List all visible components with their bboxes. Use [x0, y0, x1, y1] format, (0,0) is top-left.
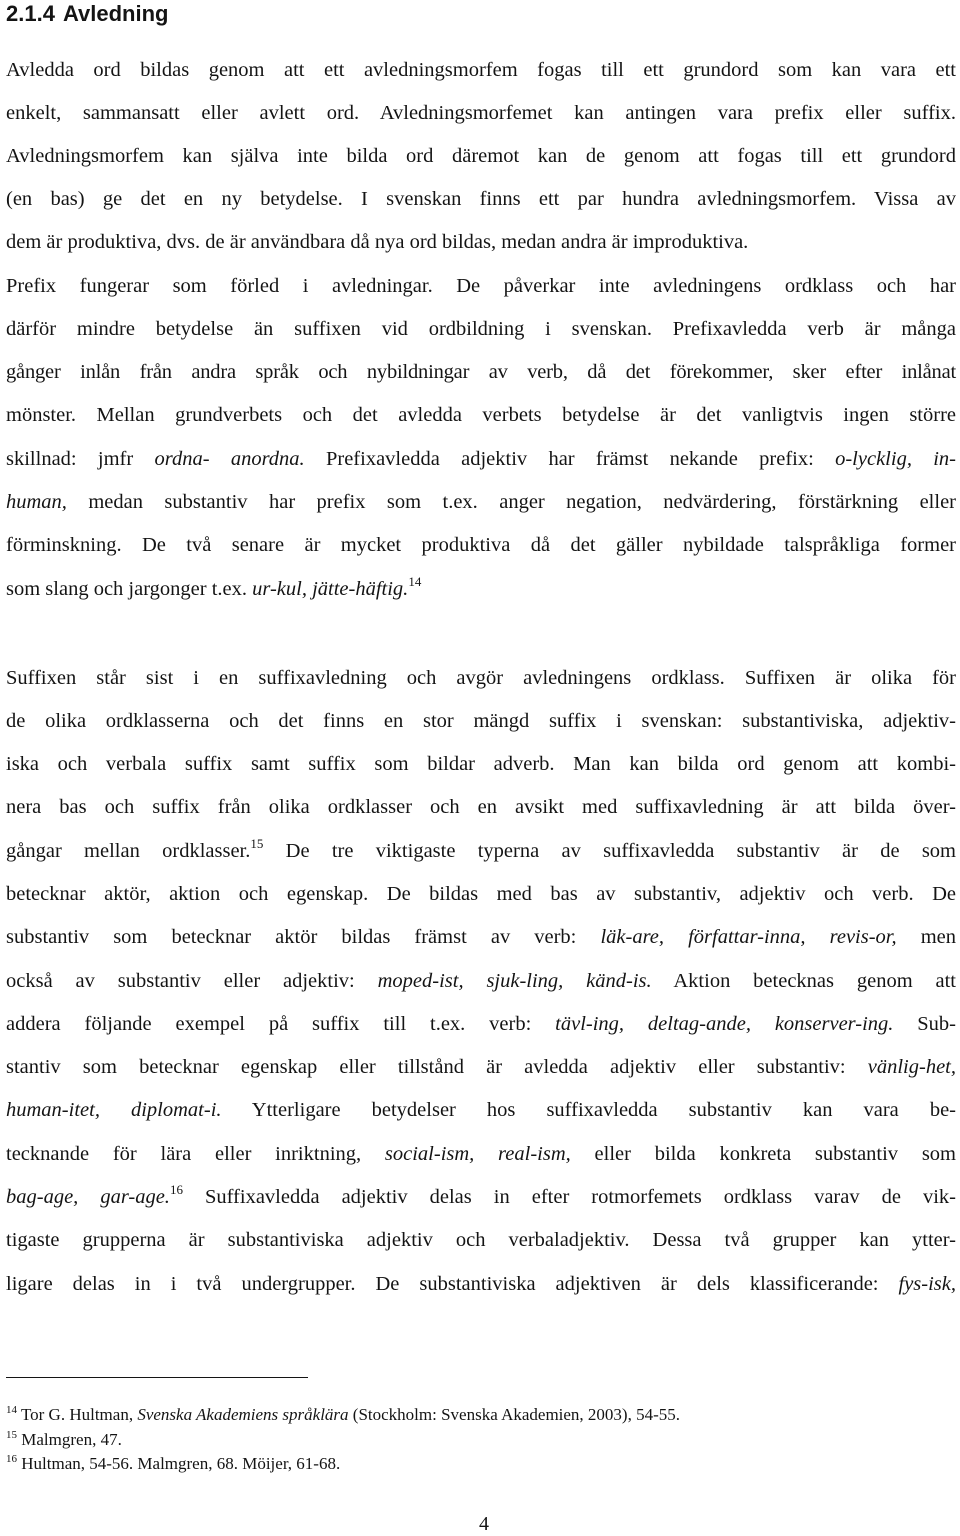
text-run: Malmgren, 47. — [21, 1430, 122, 1449]
text-run: De tre viktigaste typerna av suffixavledda substantiv är de som — [263, 840, 956, 862]
paragraph-line: Avledningsmorfem kan själva inte bilda ord däremot kan de genom att fogas till ett grundord — [6, 145, 956, 167]
paragraph-line — [6, 1011, 956, 1037]
footnote-number: 14 — [6, 1404, 17, 1416]
paragraph-line — [6, 968, 956, 994]
footnote-number: 16 — [6, 1453, 17, 1465]
footnote-14 — [6, 1404, 680, 1426]
paragraph-line: Prefix fungerar som förled i avledningar. De påverkar inte avledningens ordklass och har — [6, 275, 956, 297]
example-term: ordna- anordna. — [154, 448, 305, 470]
text-run: tecknande för lära eller inriktning, — [6, 1143, 385, 1165]
text-run: eller bilda konkreta substantiv som — [570, 1143, 956, 1165]
footnote-separator — [6, 1377, 308, 1378]
section-heading — [6, 0, 168, 28]
footnote-number: 15 — [6, 1429, 17, 1441]
example-term: human-itet, diplomat-i. — [6, 1099, 222, 1121]
paragraph-line — [6, 1271, 956, 1297]
paragraph-line: (en bas) ge det en ny betydelse. I svenskan finns ett par hundra avledningsmorfem. Vissa av — [6, 188, 956, 210]
text-run: Sub- — [893, 1013, 957, 1035]
example-term: vänlig-het, — [867, 1056, 956, 1078]
book-title: Svenska Akademiens språklära — [137, 1405, 349, 1424]
example-term: bag-age, gar-age. — [6, 1186, 170, 1208]
paragraph-line: betecknar aktör, aktion och egenskap. De bildas med bas av substantiv, adjektiv och verb. De — [6, 883, 956, 905]
paragraph-line — [6, 1054, 956, 1080]
section-title: Avledning — [62, 1, 169, 26]
text-run: gångar mellan ordklasser. — [6, 840, 251, 862]
text-run: skillnad: jmfr — [6, 448, 155, 470]
example-term: fys-isk, — [898, 1273, 956, 1295]
text-run: Aktion betecknas genom att — [651, 970, 956, 992]
example-term: läk-are, författar-inna, revis-or, — [600, 926, 897, 948]
text-run: också av substantiv eller adjektiv: — [6, 970, 378, 992]
text-run: Hultman, 54-56. Malmgren, 68. Möijer, 61-68. — [21, 1454, 341, 1473]
example-term: moped-ist, sjuk-ling, känd-is. — [377, 970, 652, 992]
section-number: 2.1.4 — [6, 1, 55, 26]
text-run: Ytterligare betydelser hos suffixavledda substantiv kan vara be- — [221, 1099, 956, 1121]
paragraph-line — [6, 446, 956, 472]
text-run: Prefixavledda adjektiv har främst nekande prefix: — [304, 448, 836, 470]
paragraph-line: gånger inlån från andra språk och nybildningar av verb, då det förekommer, sker efter inlånat — [6, 361, 956, 383]
paragraph-line — [6, 1097, 956, 1123]
page-number: 4 — [479, 1513, 489, 1535]
paragraph-line: dem är produktiva, dvs. de är användbara då nya ord bildas, medan andra är improduktiva. — [6, 231, 749, 253]
text-run: substantiv som betecknar aktör bildas främst av verb: — [6, 926, 601, 948]
text-run: stantiv som betecknar egenskap eller tillstånd är avledda adjektiv eller substantiv: — [6, 1056, 868, 1078]
example-term: tävl-ing, deltag-ande, konserver-ing. — [555, 1013, 894, 1035]
example-term: human, — [6, 491, 67, 513]
text-run: medan substantiv har prefix som t.ex. anger negation, nedvärdering, förstärkning eller — [66, 491, 956, 513]
footnote-ref[interactable]: 16 — [169, 1182, 183, 1197]
text-run: men — [896, 926, 956, 948]
text-run: addera följande exempel på suffix till t.ex. verb: — [6, 1013, 556, 1035]
paragraph-line — [6, 1141, 956, 1167]
paragraph-line — [6, 489, 956, 515]
paragraph-line: de olika ordklasserna och det finns en stor mängd suffix i svenskan: substantiviska, adjektiv- — [6, 710, 956, 732]
paragraph-line — [6, 924, 956, 950]
paragraph-line: enkelt, sammansatt eller avlett ord. Avledningsmorfemet kan antingen vara prefix eller suffix. — [6, 102, 956, 124]
text-run: ligare delas in i två undergrupper. De substantiviska adjektiven är dels klassificerande: — [6, 1273, 899, 1295]
paragraph-line: förminskning. De två senare är mycket produktiva då det gäller nybildade talspråkliga former — [6, 534, 956, 556]
text-run: som slang och jargonger t.ex. — [6, 578, 253, 600]
text-run: Suffixavledda adjektiv delas in efter rotmorfemets ordklass varav de vik- — [182, 1186, 956, 1208]
example-term: ur-kul, jätte-häftig. — [252, 578, 409, 600]
paragraph-line: nera bas och suffix från olika ordklasser och en avsikt med suffixavledning är att bilda över- — [6, 796, 956, 818]
paragraph-line — [6, 576, 956, 602]
paragraph-line: iska och verbala suffix samt suffix som bildar adverb. Man kan bilda ord genom att kombi- — [6, 753, 956, 775]
text-run: Tor G. Hultman, — [20, 1405, 138, 1424]
paragraph-line: Suffixen står sist i en suffixavledning och avgör avledningens ordklass. Suffixen är olika för — [6, 667, 956, 689]
paragraph-line — [6, 1184, 956, 1210]
paragraph-line: mönster. Mellan grundverbets och det avledda verbets betydelse är det vanligtvis ingen större — [6, 404, 956, 426]
paragraph-line: därför mindre betydelse än suffixen vid ordbildning i svenskan. Prefixavledda verb är många — [6, 318, 956, 340]
footnote-ref[interactable]: 15 — [250, 836, 264, 851]
paragraph-line — [6, 838, 956, 864]
example-term: o-lycklig, in- — [835, 448, 957, 470]
footnote-15 — [6, 1429, 122, 1451]
text-run: (Stockholm: Svenska Akademien, 2003), 54-55. — [348, 1405, 681, 1424]
paragraph-line: Avledda ord bildas genom att ett avledningsmorfem fogas till ett grundord som kan vara ett — [6, 59, 956, 81]
footnote-16 — [6, 1453, 340, 1475]
footnote-ref[interactable]: 14 — [408, 574, 422, 589]
paragraph-line: tigaste grupperna är substantiviska adjektiv och verbaladjektiv. Dessa två grupper kan ytter- — [6, 1229, 956, 1251]
example-term: social-ism, real-ism, — [384, 1143, 571, 1165]
